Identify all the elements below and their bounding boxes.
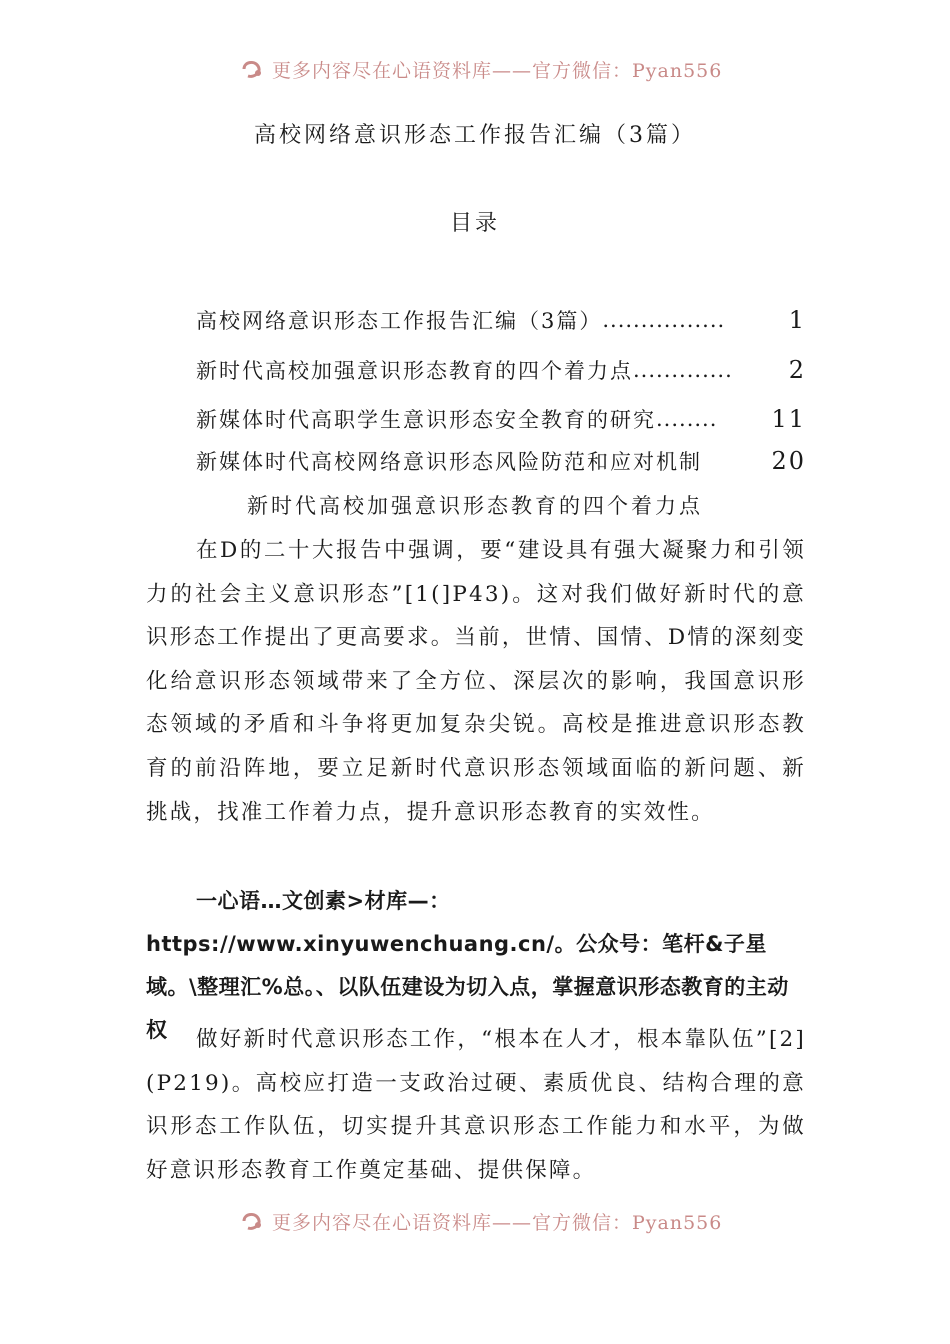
watermark-text: 更多内容尽在心语资料库——官方微信：Pyan556 — [272, 1211, 723, 1234]
section-title: 新时代高校加强意识形态教育的四个着力点 — [247, 494, 703, 518]
toc-entry-page: 2 — [788, 356, 806, 384]
toc-entry[interactable] — [196, 350, 806, 390]
watermark-text: 更多内容尽在心语资料库——官方微信：Pyan556 — [272, 59, 723, 82]
toc-entry[interactable] — [196, 399, 806, 439]
document-title: 高校网络意识形态工作报告汇编（3篇） — [254, 123, 696, 148]
toc-entry-title: 新时代高校加强意识形态教育的四个着力点 — [196, 359, 633, 383]
toc-entry-leader: ........ — [656, 407, 718, 431]
body-paragraph: 在D的二十大报告中强调，要“建设具有强大凝聚力和引领力的社会主义意识形态”[1(]P43)。这对我们做好新时代的意识形态工作提出了更高要求。当前，世情、国情、D情的深刻变化给意识形态领域带来了全方位、深层次的影响，我国意识形态领域的矛盾和斗争将更加复杂尖锐。高校是推进意识形态教育的前沿阵地，要立足新时代意识形态领域面临的新问题、新挑战，找准工作着力点，提升意识形态教育的实效性。 — [146, 538, 806, 825]
logo-icon — [240, 1210, 266, 1232]
toc-entry-page: 1 — [788, 306, 806, 334]
watermark-footer — [240, 1206, 722, 1236]
toc-heading: 目录 — [449, 211, 500, 236]
toc-entry-title: 高校网络意识形态工作报告汇编（3篇） — [196, 309, 603, 333]
toc-entry-title: 新媒体时代高校网络意识形态风险防范和应对机制 — [196, 450, 702, 474]
toc-entry-title: 新媒体时代高职学生意识形态安全教育的研究 — [196, 408, 656, 432]
toc-entry[interactable] — [196, 300, 806, 340]
toc-entry-leader: ............. — [633, 358, 733, 382]
watermark-header — [240, 54, 722, 84]
bold-heading-paragraph: 一心语…文创素>材库—：https://www.xinyuwenchuang.cn/。公众号：笔杆&子星域。\整理汇%总。、以队伍建设为切入点，掌握意识形态教育的主动权 — [146, 889, 789, 1042]
toc-entry-page: 20 — [771, 447, 806, 475]
toc-entry-leader: ................ — [602, 308, 726, 332]
body-paragraph: 做好新时代意识形态工作，“根本在人才，根本靠队伍”[2](P219)。高校应打造一支政治过硬、素质优良、结构合理的意识形态工作队伍，切实提升其意识形态工作能力和水平，为做好意识形态教育工作奠定基础、提供保障。 — [146, 1027, 806, 1183]
toc-entry[interactable] — [196, 441, 806, 481]
logo-icon — [240, 58, 266, 80]
toc-entry-page: 11 — [771, 405, 806, 433]
